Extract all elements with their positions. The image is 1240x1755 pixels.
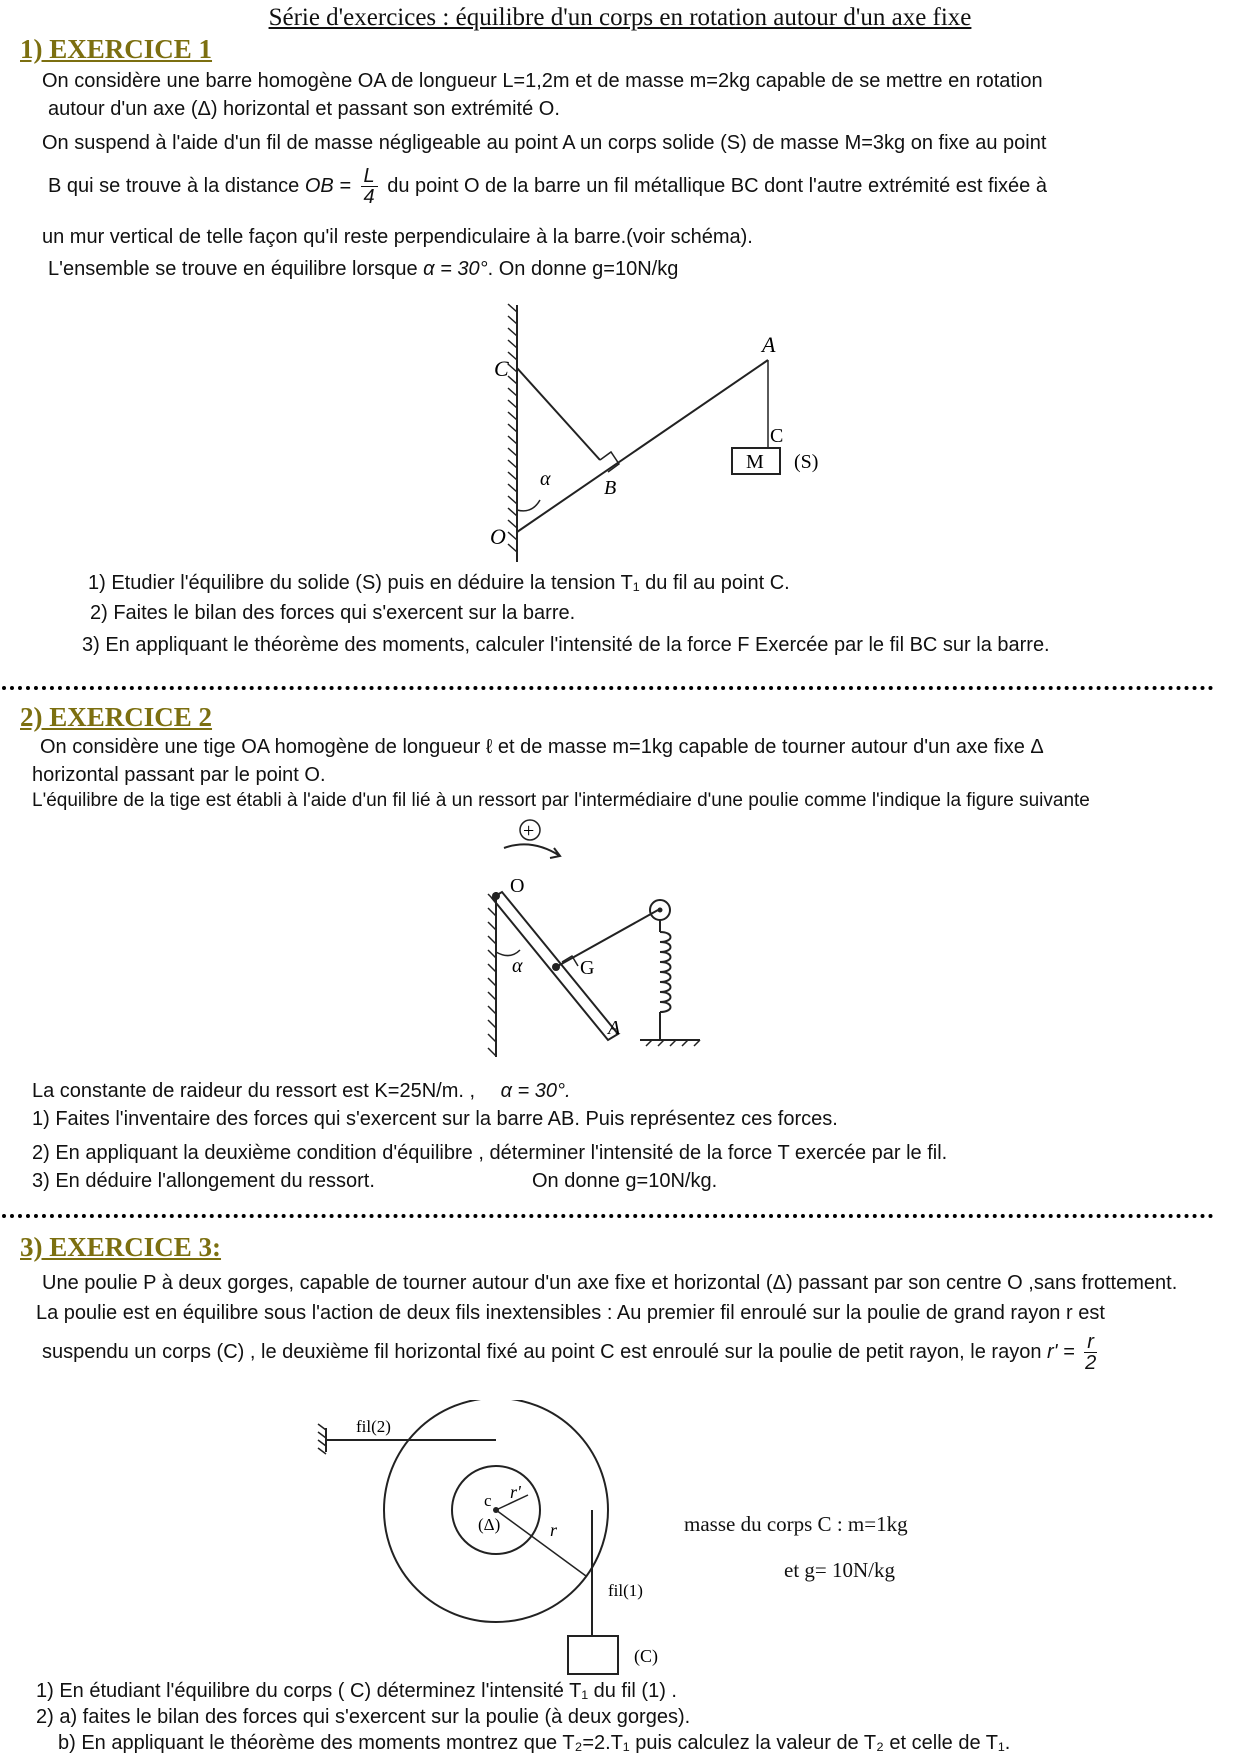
ex1-question-2: 2) Faites le bilan des forces qui s'exercent sur la barre. [90, 602, 576, 624]
ex3-line-1: Une poulie P à deux gorges, capable de tourner autour d'un axe fixe et horizontal (Δ) passant par son centre O ,sans frottement. [42, 1272, 1178, 1294]
page-title: Série d'exercices : équilibre d'un corps en rotation autour d'un axe fixe [268, 4, 972, 31]
ex1-line-1: On considère une barre homogène OA de longueur L=1,2m et de masse m=2kg capable de se mettre en rotation [42, 70, 1043, 92]
label-c-wall: C [494, 356, 509, 381]
string [556, 910, 658, 967]
rprime-numerator: r [1084, 1332, 1097, 1353]
ex2-label-a: A [608, 1017, 621, 1039]
ex2-alpha-value: α = 30°. [500, 1080, 571, 1102]
ex2-line-1: On considère une tige OA homogène de longueur ℓ et de masse m=1kg capable de tourner autour d'un axe fixe Δ [40, 736, 1044, 758]
ex3-line-3 [42, 1332, 1101, 1373]
ex2-label-alpha: α [512, 955, 523, 977]
label-r: r [550, 1520, 558, 1540]
ex3-g: et g= 10N/kg [784, 1558, 895, 1582]
label-s: (S) [794, 451, 819, 473]
separator-1 [2, 686, 1214, 690]
rprime-fraction [1084, 1332, 1097, 1373]
label-body-c: (C) [634, 1646, 658, 1666]
exercise-3-figure [296, 1400, 716, 1680]
exercise-1-heading: 1) EXERCICE 1 [20, 34, 213, 64]
point-g [552, 963, 560, 971]
wire-bc [517, 368, 600, 460]
label-alpha: α [540, 468, 551, 490]
ex1-line-5: un mur vertical de telle façon qu'il reste perpendiculaire à la barre.(voir schéma). [42, 226, 753, 248]
label-o: O [490, 524, 506, 549]
ex1-line-2: autour d'un axe (Δ) horizontal et passant son extrémité O. [48, 98, 560, 120]
label-b: B [604, 477, 617, 499]
radius-r [496, 1510, 586, 1576]
bar-oa [517, 360, 768, 532]
ex2-line-4 [32, 1080, 571, 1103]
separator-2 [2, 1214, 1214, 1218]
support-hatching [488, 894, 496, 1056]
pulley-center [493, 1507, 499, 1513]
pulley-axle [658, 908, 663, 913]
label-center-c: c [484, 1491, 492, 1510]
ex1-line-3: On suspend à l'aide d'un fil de masse négligeable au point A un corps solide (S) de masse M=3kg on fixe au point [42, 132, 1047, 154]
ex1-question-3: 3) En appliquant le théorème des moments, calculer l'intensité de la force F Exercée par le fil BC sur la barre. [82, 634, 1050, 656]
exercise-1-figure [460, 300, 860, 570]
alpha-arc [517, 500, 540, 511]
ob-denominator: 4 [363, 186, 375, 208]
ex1-alpha-value: α = 30° [423, 258, 488, 280]
label-c-thread: C [770, 425, 784, 447]
ex3-mass: masse du corps C : m=1kg [684, 1512, 908, 1536]
label-a: A [762, 332, 776, 357]
exercise-2-heading: 2) EXERCICE 2 [20, 702, 213, 732]
ex2-question-1: 1) Faites l'inventaire des forces qui s'exercent sur la barre AB. Puis représentez ces forces. [32, 1108, 838, 1130]
ex2-question-3: 3) En déduire l'allongement du ressort. [32, 1170, 375, 1192]
label-fil-1: fil(1) [608, 1581, 643, 1600]
exercise-2-figure [470, 812, 730, 1072]
ex2-line-2: horizontal passant par le point O. [32, 764, 326, 786]
ex1-line-4b: du point O de la barre un fil métallique BC dont l'autre extrémité est fixée à [387, 174, 1047, 197]
ex1-line-6b: . On donne g=10N/kg [487, 258, 679, 280]
spring [660, 932, 671, 1012]
ex2-label-g: G [580, 957, 595, 979]
label-delta: (Δ) [478, 1515, 501, 1534]
ex2-spring-constant: La constante de raideur du ressort est K=25N/m. , [32, 1080, 476, 1102]
rprime-denominator: 2 [1085, 1352, 1097, 1374]
ex3-question-1: 1) En étudiant l'équilibre du corps ( C) déterminez l'intensité T₁ du fil (1) . [36, 1680, 677, 1702]
ex1-question-1: 1) Etudier l'équilibre du solide (S) puis en déduire la tension T₁ du fil au point C. [88, 572, 790, 594]
body-c-box [568, 1636, 618, 1674]
ob-expression: OB = [304, 174, 351, 197]
ex3-line-2: La poulie est en équilibre sous l'action de deux fils inextensibles : Au premier fil enroulé sur la poulie de grand rayon r est [36, 1302, 1105, 1324]
label-rprime: r' [510, 1482, 521, 1502]
rotation-arrow-arc [504, 844, 560, 856]
ex2-label-o: O [510, 875, 525, 897]
pivot-o [492, 892, 500, 900]
ex3-line-3a: suspendu un corps (C) , le deuxième fil horizontal fixé au point C est enroulé sur la poulie de petit rayon, le rayon [42, 1340, 1042, 1363]
ob-numerator: L [361, 166, 378, 187]
ex3-question-2b: b) En appliquant le théorème des moments montrez que T₂=2.T₁ puis calculez la valeur de T₂ et celle de T₁. [58, 1732, 1011, 1754]
label-fil-2: fil(2) [356, 1417, 391, 1436]
ex1-line-4a: B qui se trouve à la distance [48, 174, 300, 197]
wall-hatching [508, 304, 517, 552]
ex2-line-3: L'équilibre de la tige est établi à l'aide d'un fil lié à un ressort par l'intermédiaire d'une poulie comme l'indique la figure suivante [32, 790, 1090, 811]
ex1-line-6a: L'ensemble se trouve en équilibre lorsque [48, 258, 418, 280]
rprime-expression: r' = [1047, 1340, 1075, 1363]
ex1-line-6 [48, 258, 678, 281]
ob-fraction [361, 166, 378, 207]
label-m: M [746, 451, 764, 473]
exercise-3-heading: 3) EXERCICE 3: [20, 1232, 222, 1262]
rotation-sign: + [523, 820, 535, 842]
ex3-question-2a: 2) a) faites le bilan des forces qui s'exercent sur la poulie (à deux gorges). [36, 1706, 691, 1728]
support-hatching-3 [318, 1424, 326, 1454]
ex2-question-2: 2) En appliquant la deuxième condition d'équilibre , déterminer l'intensité de la force T exercée par le fil. [32, 1142, 948, 1164]
ex2-given-g: On donne g=10N/kg. [532, 1170, 718, 1192]
ex2-right-angle [562, 956, 578, 966]
ex1-line-4 [48, 166, 1047, 207]
